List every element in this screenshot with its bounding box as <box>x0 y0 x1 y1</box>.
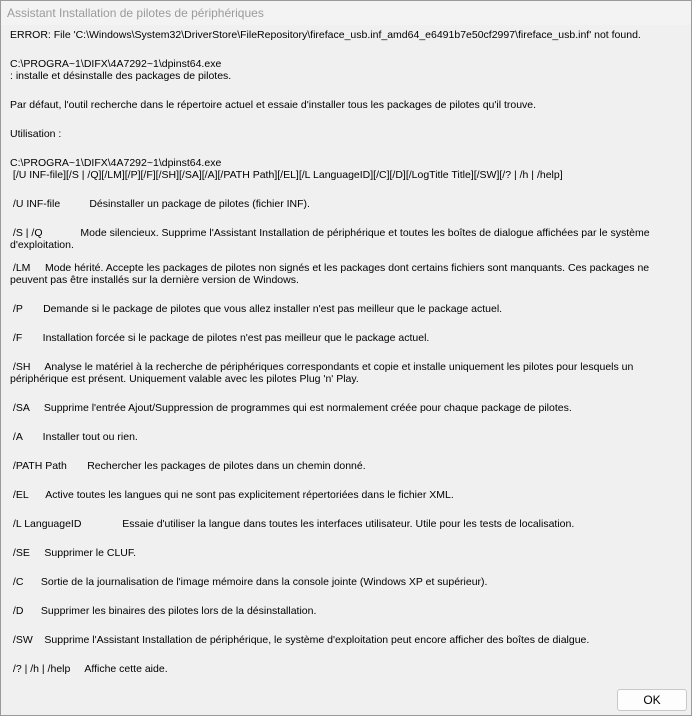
usage-exe-path: C:\PROGRA~1\DIFX\4A7292~1\dpinst64.exe <box>10 157 222 169</box>
dialog-footer <box>1 677 691 715</box>
tool-description: : installe et désinstalle des packages de pilotes. <box>10 70 232 82</box>
usage-label: Utilisation : <box>10 128 62 140</box>
option-prompt: /P Demande si le package de pilotes que vous allez installer n'est pas meilleur que le package actuel. <box>10 303 503 315</box>
option-force: /F Installation forcée si le package de pilotes n'est pas meilleur que le package actuel. <box>10 332 430 344</box>
option-suppress-wizard: /SW Supprime l'Assistant Installation de périphérique, le système d'exploitation peut encore afficher des boîtes de dialgue. <box>10 634 590 646</box>
option-scan-hardware: /SH Analyse le matériel à la recherche de périphériques correspondants et copie et installe uniquement les pilotes pour lesquels un périphérique est présent. Uniquement valable avec les pilotes Plug 'n' Play. <box>10 361 637 385</box>
option-delete-binaries: /D Supprimer les binaires des pilotes lors de la désinstallation. <box>10 605 317 617</box>
option-path: /PATH Path Rechercher les packages de pilotes dans un chemin donné. <box>10 460 366 472</box>
option-legacy-mode: /LM Mode hérité. Accepte les packages de pilotes non signés et les packages dont certains fichiers sont manquants. Ces packages ne peuvent pas être installés sur la dernière version de Windows. <box>10 262 653 286</box>
error-line: ERROR: File 'C:\Windows\System32\DriverStore\FileRepository\fireface_usb.inf_amd64_e6491b7e50cf2997\fireface_usb.inf' not found. <box>10 29 641 41</box>
window-title: Assistant Installation de pilotes de périphériques <box>7 6 264 20</box>
exe-path: C:\PROGRA~1\DIFX\4A7292~1\dpinst64.exe <box>10 58 222 70</box>
option-suppress-arp: /SA Supprime l'entrée Ajout/Suppression de programmes qui est normalement créée pour chaque package de pilotes. <box>10 402 572 414</box>
ok-button[interactable]: OK <box>617 689 687 711</box>
option-language-id: /L LanguageID Essaie d'utiliser la langue dans toutes les interfaces utilisateur. Utile pour les tests de localisation. <box>10 518 575 530</box>
option-uninstall: /U INF-file Désinstaller un package de pilotes (fichier INF). <box>10 198 310 210</box>
message-body <box>1 25 691 677</box>
option-all-or-none: /A Installer tout ou rien. <box>10 431 138 443</box>
option-help: /? | /h | /help Affiche cette aide. <box>10 663 168 675</box>
usage-syntax: [/U INF-file][/S | /Q][/LM][/P][/F][/SH][/SA][/A][/PATH Path][/EL][/L LanguageID][/C][/D][/LogTitle Title][/SW][/? | /h | /help] <box>10 169 563 181</box>
option-enable-languages: /EL Active toutes les langues qui ne sont pas explicitement répertoriées dans le fichier XML. <box>10 489 454 501</box>
default-behavior: Par défaut, l'outil recherche dans le répertoire actuel et essaie d'installer tous les packages de pilotes qu'il trouve. <box>10 99 537 111</box>
option-console-log: /C Sortie de la journalisation de l'image mémoire dans la console jointe (Windows XP et supérieur). <box>10 576 488 588</box>
option-silent: /S | /Q Mode silencieux. Supprime l'Assistant Installation de périphérique et toutes les boîtes de dialogue affichées par le système d'exploitation. <box>10 227 653 251</box>
title-bar <box>1 1 691 25</box>
option-suppress-eula: /SE Supprimer le CLUF. <box>10 547 137 559</box>
